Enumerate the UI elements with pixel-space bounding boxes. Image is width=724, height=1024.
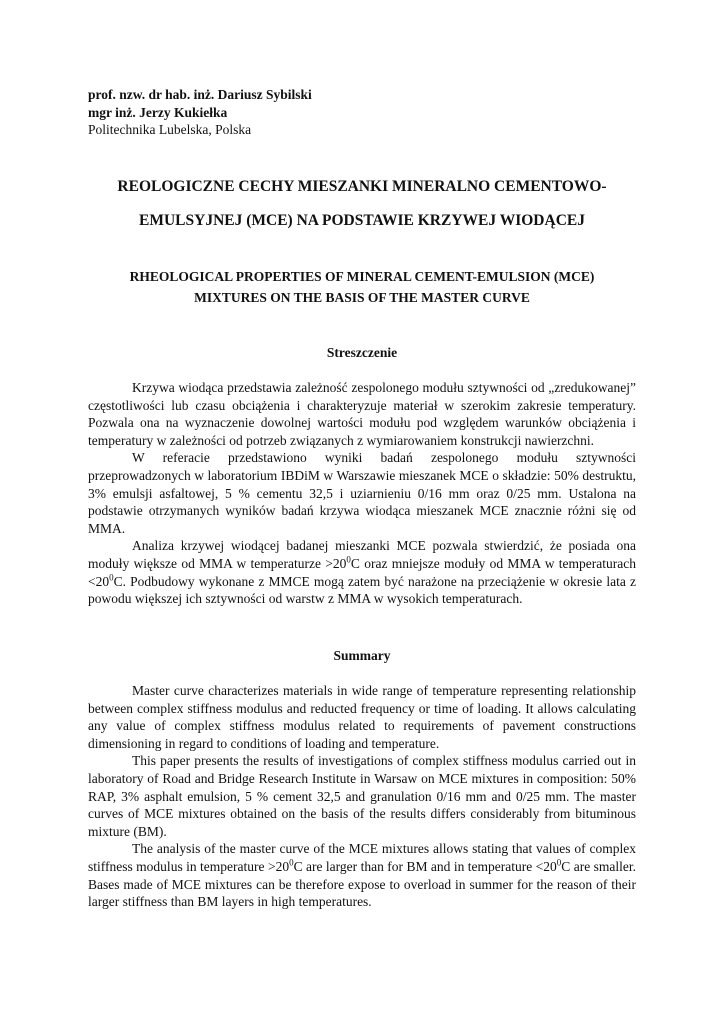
affiliation: Politechnika Lubelska, Polska: [88, 122, 252, 137]
title-polish-line-1: REOLOGICZNE CECHY MIESZANKI MINERALNO CEMENTOWO-: [117, 178, 607, 195]
text-run: C are larger than for BM and in temperature <20: [293, 858, 557, 874]
abstract-polish-paragraph-1: Krzywa wiodąca przedstawia zależność zespolonego modułu sztywności od „zredukowanej” częstotliwości lub czasu obciążenia i charakteryzuje materiał w szerokim zakresie temperatury. Pozwala ona na wyznaczenie dowolnej wartości modułu pod względem warunków obciążenia i temperatury w zależności od potrzeb związanych z wymiarowaniem konstrukcji nawierzchni.: [88, 380, 636, 448]
text-run: C oraz mniejsze moduły od MMA w temperaturach <20: [88, 555, 636, 589]
author-2: mgr inż. Jerzy Kukiełka: [88, 104, 228, 120]
abstract-english-paragraph-3: [88, 840, 636, 910]
text-run: C. Podbudowy wykonane z MMCE mogą zatem być narażone na przeciążenie w okresie lata z powodu większej ich sztywności od warstw z MMA w wysokich temperaturach.: [88, 573, 636, 607]
superscript-degree: 0: [346, 554, 351, 565]
abstract-polish-paragraph-2: W referacie przedstawiono wyniki badań zespolonego modułu sztywności przeprowadzonych w laboratorium IBDiM w Warszawie mieszanek MCE o składzie: 50% destruktu, 3% emulsji asfaltowej, 5 % cementu 32,5 i uziarnieniu 0/16 mm oraz 0/25 mm. Ustalona na podstawie otrzymanych wyników badań krzywa wiodąca mieszanek MCE znacznie różni się od MMA.: [88, 450, 636, 536]
abstract-english: [88, 682, 636, 911]
author-block: [88, 86, 312, 139]
abstract-english-paragraph-1: Master curve characterizes materials in wide range of temperature representing relationship between complex stiffness modulus and reducted frequency or time of loading. It allows calculating any value of complex stiffness modulus related to requirements of pavement constructions dimensioning in regard to conditions of loading and temperature.: [88, 683, 636, 751]
abstract-english-paragraph-2: This paper presents the results of investigations of complex stiffness modulus carried out in laboratory of Road and Bridge Research Institute in Warsaw on MCE mixtures in composition: 50% RAP, 3% asphalt emulsion, 5 % cement 32,5 and granulation 0/16 mm and 0/25 mm. The master curves of MCE mixtures obtained on the basis of the results differs considerably from bituminous mixture (BM).: [88, 753, 636, 839]
title-english: [80, 266, 644, 308]
superscript-degree: 0: [556, 857, 562, 868]
superscript-degree: 0: [289, 857, 294, 868]
text-run: C are smaller. Bases made of MCE mixtures can be therefore expose to overload in summer for the reason of their larger stiffness than BM layers in high temperatures.: [88, 858, 636, 910]
title-polish-line-2: EMULSYJNEJ (MCE) NA PODSTAWIE KRZYWEJ WIODĄCEJ: [139, 212, 585, 229]
title-polish: [80, 170, 644, 238]
superscript-degree: 0: [109, 572, 114, 583]
text-run: The analysis of the master curve of the MCE mixtures allows stating that values of complex stiffness modulus in temperature >20: [88, 841, 636, 874]
abstract-polish: [88, 379, 636, 608]
streszczenie-heading: Streszczenie: [326, 345, 398, 360]
author-1: prof. nzw. dr hab. inż. Dariusz Sybilski: [88, 87, 312, 102]
text-run: Analiza krzywej wiodącej badanej mieszanki MCE pozwala stwierdzić, że posiada ona moduły większe od MMA w temperaturze >20: [88, 538, 636, 571]
abstract-polish-paragraph-3: [88, 537, 636, 607]
title-english-line-1: RHEOLOGICAL PROPERTIES OF MINERAL CEMENT-EMULSION (MCE): [129, 269, 595, 284]
summary-heading: Summary: [333, 648, 391, 663]
title-english-line-2: MIXTURES ON THE BASIS OF THE MASTER CURVE: [194, 290, 530, 305]
